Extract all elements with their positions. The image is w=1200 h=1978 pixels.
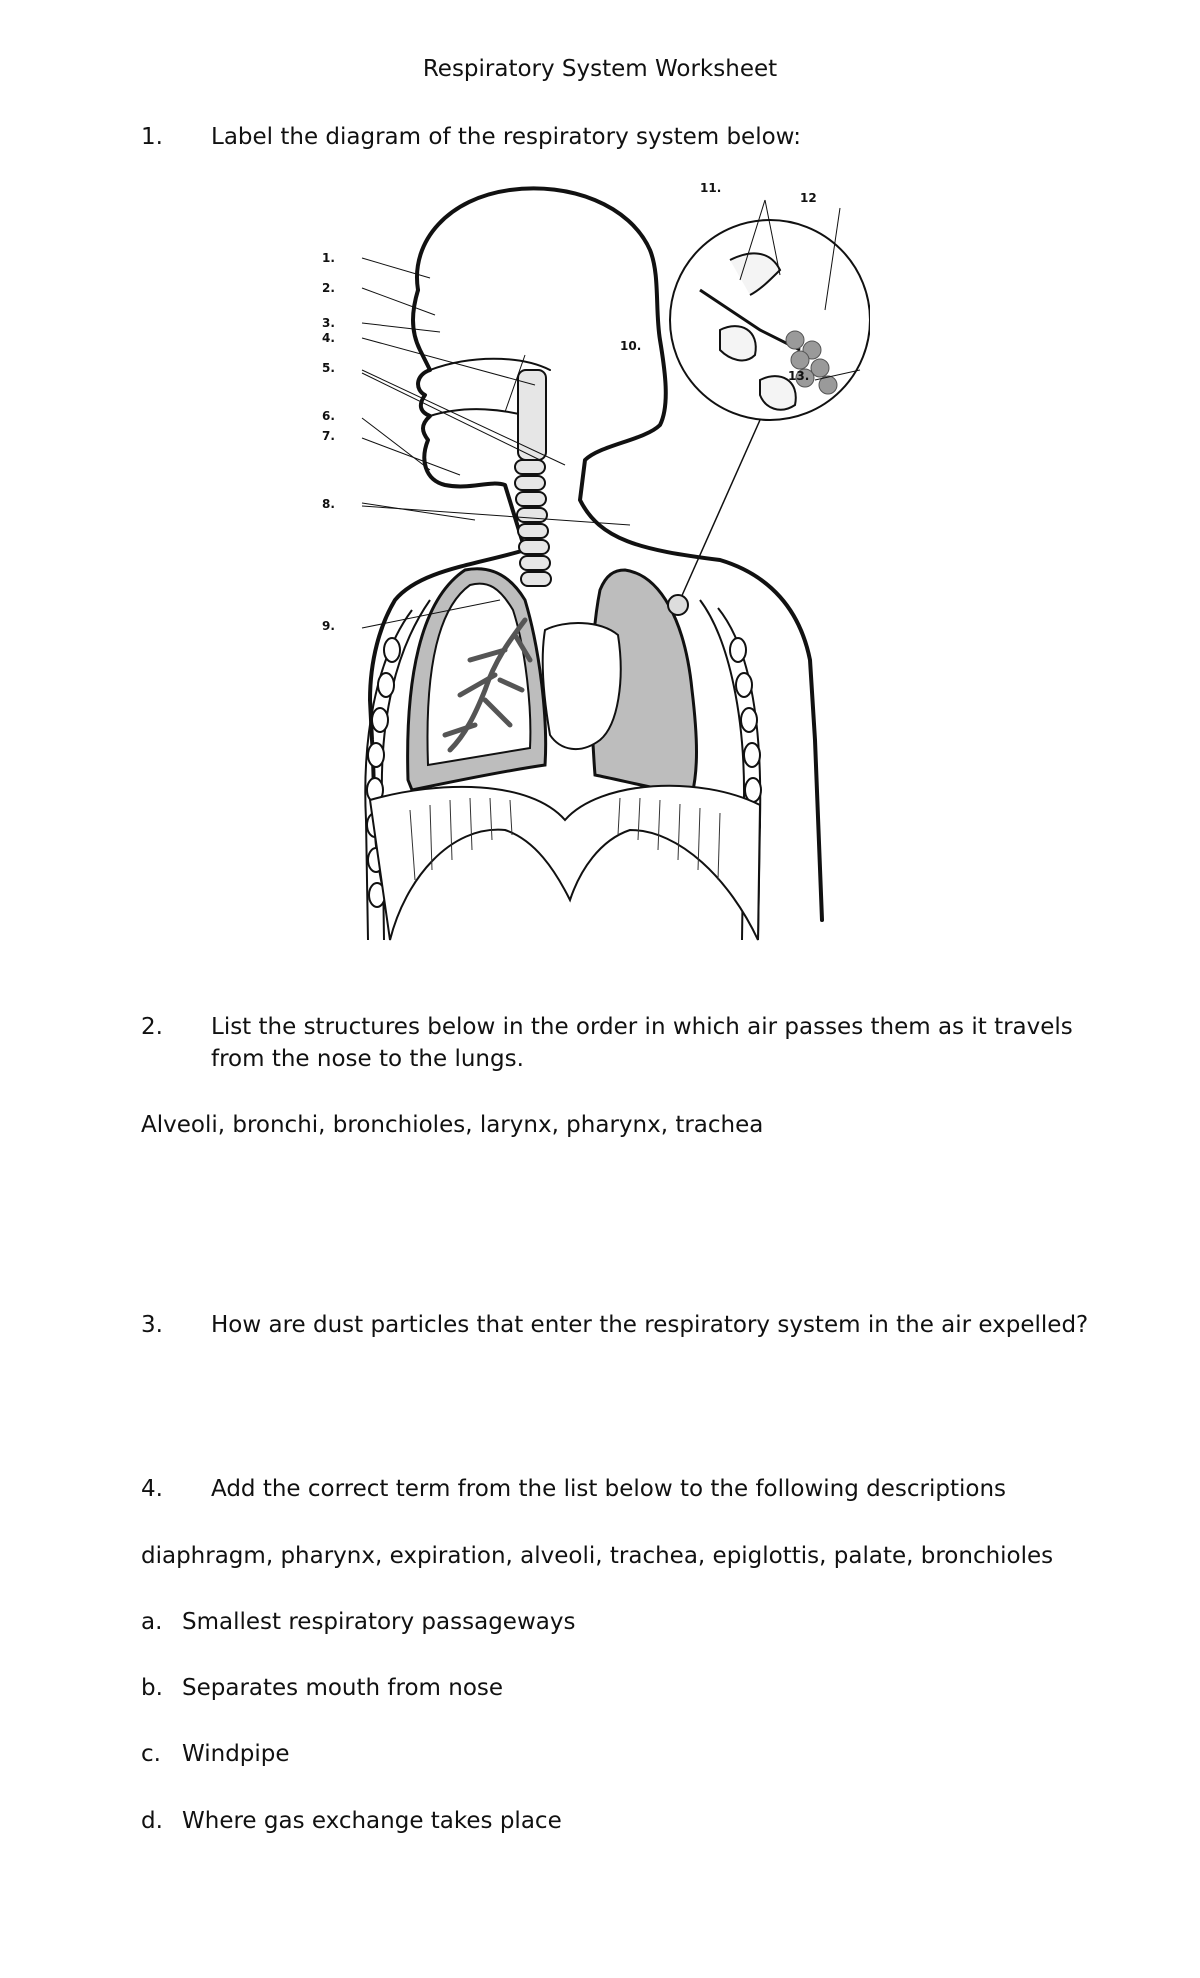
- item-d-text: Where gas exchange takes place: [182, 1808, 562, 1834]
- diaphragm: [370, 786, 760, 940]
- label-1: 1.: [322, 251, 335, 265]
- label-4: 4.: [322, 331, 335, 345]
- question-4-term-list: diaphragm, pharynx, expiration, alveoli, trachea, epiglottis, palate, bronchioles: [141, 1543, 1054, 1569]
- label-2: 2.: [322, 281, 335, 295]
- item-b-letter: b.: [141, 1675, 163, 1701]
- question-2-line-2: from the nose to the lungs.: [211, 1046, 524, 1072]
- item-c-letter: c.: [141, 1741, 161, 1767]
- item-a-letter: a.: [141, 1609, 163, 1635]
- label-9: 9.: [322, 619, 335, 633]
- item-b-text: Separates mouth from nose: [182, 1675, 504, 1701]
- question-4-number: 4.: [141, 1476, 163, 1502]
- label-7: 7.: [322, 429, 335, 443]
- label-10: 10.: [620, 339, 642, 353]
- nasal-cavity: [430, 359, 550, 370]
- item-c-text: Windpipe: [182, 1741, 290, 1767]
- worksheet-title: Respiratory System Worksheet: [422, 56, 778, 82]
- heart: [543, 623, 621, 749]
- question-1-number: 1.: [141, 124, 163, 150]
- label-13: 13.: [788, 369, 810, 383]
- respiratory-system-diagram: [300, 180, 870, 960]
- trachea: [515, 370, 551, 586]
- label-8: 8.: [322, 497, 335, 511]
- question-1-text: Label the diagram of the respiratory system below:: [211, 124, 801, 150]
- question-2-number: 2.: [141, 1014, 163, 1040]
- question-2-line-1: List the structures below in the order in which air passes them as it travels: [211, 1014, 1073, 1040]
- question-3-text: How are dust particles that enter the respiratory system in the air expelled?: [211, 1312, 1089, 1338]
- question-4-text: Add the correct term from the list below to the following descriptions: [211, 1476, 1007, 1502]
- label-6: 6.: [322, 409, 335, 423]
- label-12: 12: [800, 191, 817, 205]
- question-3-number: 3.: [141, 1312, 163, 1338]
- item-d-letter: d.: [141, 1808, 163, 1834]
- question-2-structures: Alveoli, bronchi, bronchioles, larynx, pharynx, trachea: [141, 1112, 764, 1138]
- label-3: 3.: [322, 316, 335, 330]
- label-5: 5.: [322, 361, 335, 375]
- label-11: 11.: [700, 181, 722, 195]
- item-a-text: Smallest respiratory passageways: [182, 1609, 576, 1635]
